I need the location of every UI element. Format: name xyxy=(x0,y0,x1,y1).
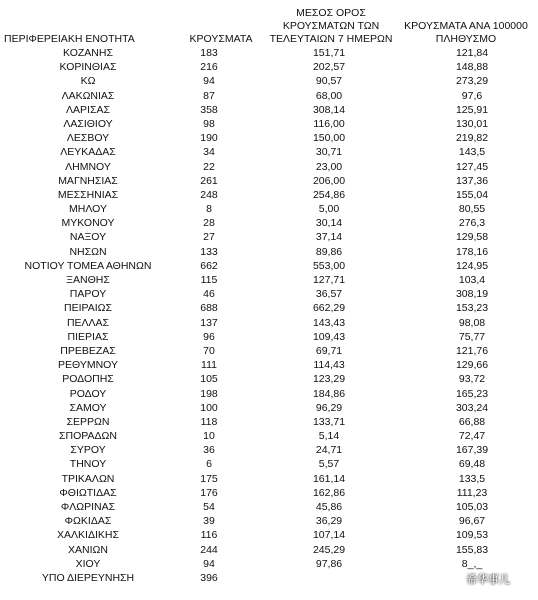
table-row xyxy=(0,245,538,259)
avg7-cell: 45,86 xyxy=(315,501,343,513)
region-cell: ΚΩ xyxy=(80,75,96,88)
avg7-cell: 5,57 xyxy=(318,458,340,471)
avg7-cell: 107,14 xyxy=(312,529,346,542)
table-row xyxy=(0,174,538,188)
table-row xyxy=(0,528,538,542)
region-cell: ΛΕΣΒΟΥ xyxy=(66,132,110,145)
avg7-cell: 127,71 xyxy=(312,274,346,286)
avg7-cell: 36,57 xyxy=(315,288,343,301)
table-row xyxy=(0,316,538,330)
table-row xyxy=(0,472,538,486)
header-avg7-line2: ΚΡΟΥΣΜΑΤΩΝ ΤΩΝ xyxy=(282,20,380,32)
per100k-cell: 93,72 xyxy=(458,373,486,386)
cases-cell: 190 xyxy=(200,132,218,145)
cases-cell: 244 xyxy=(200,543,218,556)
per100k-cell: 98,08 xyxy=(458,316,486,329)
per100k-cell: 72,47 xyxy=(458,430,486,443)
region-cell: ΜΗΛΟΥ xyxy=(69,203,107,216)
watermark-text: 希华事儿 xyxy=(466,574,510,586)
table-row xyxy=(0,330,538,344)
cases-cell: 27 xyxy=(203,231,215,244)
table-row xyxy=(0,301,538,315)
region-cell: ΠΕΙΡΑΙΩΣ xyxy=(64,302,112,315)
region-cell: ΣΥΡΟΥ xyxy=(70,444,106,457)
per100k-cell: 219,82 xyxy=(455,132,489,145)
table-row xyxy=(0,457,538,471)
cases-cell: 396 xyxy=(200,571,218,584)
region-cell: ΠΕΛΛΑΣ xyxy=(66,316,110,329)
per100k-cell: 137,36 xyxy=(455,174,489,187)
table-row xyxy=(0,188,538,202)
per100k-cell: 69,48 xyxy=(458,458,486,471)
header-per100k xyxy=(396,20,536,46)
avg7-cell: 30,71 xyxy=(315,146,343,159)
cases-cell: 133 xyxy=(200,245,218,258)
per100k-cell: 165,23 xyxy=(455,387,489,400)
per100k-cell: 121,84 xyxy=(455,47,489,59)
table-body xyxy=(0,46,538,585)
per100k-cell: 96,67 xyxy=(458,515,486,528)
region-cell: ΜΑΓΝΗΣΙΑΣ xyxy=(58,174,118,187)
wechat-icon xyxy=(447,571,463,587)
table-row xyxy=(0,202,538,216)
cases-cell: 96 xyxy=(203,330,215,343)
per100k-cell: 178,16 xyxy=(455,245,489,258)
region-cell: ΣΠΟΡΑΔΩΝ xyxy=(59,430,117,443)
table-row xyxy=(0,358,538,372)
avg7-cell: 245,29 xyxy=(312,543,346,556)
table-row xyxy=(0,216,538,230)
region-cell: ΦΛΩΡΙΝΑΣ xyxy=(60,501,116,513)
table-row xyxy=(0,60,538,74)
watermark xyxy=(447,568,537,590)
table-row xyxy=(0,514,538,528)
table-row xyxy=(0,500,538,514)
avg7-cell: 161,14 xyxy=(312,472,346,485)
cases-cell: 198 xyxy=(200,387,218,400)
cases-cell: 100 xyxy=(200,401,218,414)
per100k-cell: 273,29 xyxy=(455,75,489,88)
cases-cell: 87 xyxy=(203,89,215,102)
table-row xyxy=(0,415,538,429)
per100k-cell: 129,66 xyxy=(455,359,489,372)
cases-cell: 175 xyxy=(200,472,218,485)
avg7-cell: 206,00 xyxy=(312,174,346,187)
table-row xyxy=(0,145,538,159)
per100k-cell: 97,6 xyxy=(461,89,483,102)
cases-cell: 46 xyxy=(203,288,215,301)
table-row xyxy=(0,131,538,145)
avg7-cell: 553,00 xyxy=(312,259,346,272)
region-cell: ΥΠΟ ΔΙΕΡΕΥΝΗΣΗ xyxy=(41,571,135,584)
per100k-cell: 308,19 xyxy=(455,288,489,301)
header-cases: ΚΡΟΥΣΜΑΤΑ xyxy=(189,33,253,45)
region-cell: ΛΗΜΝΟΥ xyxy=(65,160,111,173)
table-row xyxy=(0,230,538,244)
header-avg7-line3: ΤΕΛΕΥΤΑΙΩΝ 7 ΗΜΕΡΩΝ xyxy=(269,33,393,45)
avg7-cell: 133,71 xyxy=(312,415,346,428)
table-header xyxy=(0,0,538,46)
cases-cell: 111 xyxy=(201,359,217,372)
avg7-cell: 114,43 xyxy=(313,359,345,372)
per100k-cell: 127,45 xyxy=(455,160,489,173)
cases-cell: 8 xyxy=(206,203,212,216)
per100k-cell: 143,5 xyxy=(458,146,486,159)
avg7-cell: 24,71 xyxy=(315,444,343,457)
cases-cell: 116 xyxy=(200,529,218,542)
per100k-cell: 133,5 xyxy=(458,472,486,485)
region-cell: ΧΙΟΥ xyxy=(75,557,101,570)
per100k-cell: 109,53 xyxy=(455,529,489,542)
per100k-cell: 155,83 xyxy=(455,543,489,556)
per100k-cell: 153,23 xyxy=(455,302,489,315)
cases-cell: 70 xyxy=(203,344,215,357)
avg7-cell: 37,14 xyxy=(315,231,343,244)
table-row xyxy=(0,372,538,386)
region-cell: ΡΕΘΥΜΝΟΥ xyxy=(57,359,118,372)
table-row xyxy=(0,46,538,60)
avg7-cell: 254,86 xyxy=(312,188,346,201)
avg7-cell: 308,14 xyxy=(312,103,346,116)
header-avg7 xyxy=(266,7,396,46)
region-cell: ΡΟΔΟΥ xyxy=(69,387,107,400)
region-cell: ΝΑΞΟΥ xyxy=(69,231,107,244)
per100k-cell: 80,55 xyxy=(458,203,486,216)
cases-cell: 98 xyxy=(203,117,215,130)
region-cell: ΜΕΣΣΗΝΙΑΣ xyxy=(57,188,119,201)
table-row xyxy=(0,74,538,88)
region-cell: ΝΟΤΙΟΥ ΤΟΜΕΑ ΑΘΗΝΩΝ xyxy=(24,259,152,272)
avg7-cell: 162,86 xyxy=(312,486,346,499)
cases-cell: 94 xyxy=(203,75,215,88)
header-per100k-line1: ΚΡΟΥΣΜΑΤΑ ΑΝΑ 100000 xyxy=(404,20,528,32)
header-per100k-line2: ΠΛΗΘΥΣΜΟ xyxy=(435,33,497,45)
avg7-cell: 89,86 xyxy=(315,245,343,258)
per100k-cell: 148,88 xyxy=(455,61,489,74)
table-row xyxy=(0,429,538,443)
avg7-cell: 97,86 xyxy=(315,557,343,570)
per100k-cell: 75,77 xyxy=(458,330,486,343)
cases-cell: 137 xyxy=(200,316,218,329)
region-cell: ΝΗΣΩΝ xyxy=(69,245,107,258)
region-cell: ΛΕΥΚΑΔΑΣ xyxy=(60,146,116,159)
region-cell: ΠΡΕΒΕΖΑΣ xyxy=(60,344,116,357)
table-row xyxy=(0,103,538,117)
cases-cell: 94 xyxy=(203,557,215,570)
avg7-cell: 662,29 xyxy=(312,302,346,315)
avg7-cell: 96,29 xyxy=(315,401,343,414)
per100k-cell: 124,95 xyxy=(455,259,489,272)
table-row xyxy=(0,273,538,287)
region-cell: ΤΗΝΟΥ xyxy=(69,458,107,471)
table-row xyxy=(0,543,538,557)
table-row xyxy=(0,160,538,174)
cases-cell: 118 xyxy=(200,415,218,428)
cases-cell: 54 xyxy=(203,501,215,513)
avg7-cell: 69,71 xyxy=(315,344,343,357)
region-cell: ΚΟΡΙΝΘΙΑΣ xyxy=(59,61,117,74)
cases-cell: 183 xyxy=(200,47,218,59)
cases-cell: 39 xyxy=(203,515,215,528)
avg7-cell: 5,14 xyxy=(318,430,340,443)
avg7-cell: 5,00 xyxy=(318,203,340,216)
table-row xyxy=(0,344,538,358)
per100k-cell: 66,88 xyxy=(458,415,486,428)
per100k-cell: 103,4 xyxy=(458,274,486,286)
region-cell: ΣΕΡΡΩΝ xyxy=(66,415,110,428)
header-avg7-line1: ΜΕΣΟΣ ΟΡΟΣ xyxy=(296,7,366,19)
region-cell: ΛΑΣΙΘΙΟΥ xyxy=(63,117,113,130)
cases-cell: 6 xyxy=(206,458,212,471)
cases-cell: 261 xyxy=(200,174,218,187)
per100k-cell: 130,01 xyxy=(455,117,489,130)
avg7-cell: 90,57 xyxy=(315,75,343,88)
table-row xyxy=(0,259,538,273)
cases-cell: 28 xyxy=(203,217,215,230)
avg7-cell: 184,86 xyxy=(312,387,346,400)
cases-cell: 216 xyxy=(200,61,218,74)
per100k-cell: 125,91 xyxy=(455,103,489,116)
table-row xyxy=(0,89,538,103)
avg7-cell: 23,00 xyxy=(315,160,343,173)
cases-cell: 688 xyxy=(200,302,218,315)
header-region: ΠΕΡΙΦΕΡΕΙΑΚΗ ΕΝΟΤΗΤΑ xyxy=(4,33,135,45)
region-cell: ΣΑΜΟΥ xyxy=(69,401,107,414)
avg7-cell: 151,71 xyxy=(312,47,346,59)
region-cell: ΤΡΙΚΑΛΩΝ xyxy=(61,472,115,485)
per100k-cell: 111,23 xyxy=(456,486,488,499)
region-cell: ΦΩΚΙΔΑΣ xyxy=(64,515,112,528)
avg7-cell: 109,43 xyxy=(312,330,346,343)
per100k-cell: 105,03 xyxy=(455,501,489,513)
table-row xyxy=(0,443,538,457)
avg7-cell: 123,29 xyxy=(312,373,346,386)
avg7-cell: 202,57 xyxy=(312,61,346,74)
per100k-cell: 155,04 xyxy=(455,188,489,201)
table-row xyxy=(0,486,538,500)
per100k-cell: 276,3 xyxy=(458,217,486,230)
cases-cell: 358 xyxy=(200,103,218,116)
cases-cell: 248 xyxy=(200,188,218,201)
cases-cell: 176 xyxy=(200,486,218,499)
table-row xyxy=(0,401,538,415)
per100k-cell: 167,39 xyxy=(455,444,489,457)
cases-cell: 22 xyxy=(203,160,215,173)
region-cell: ΚΟΖΑΝΗΣ xyxy=(63,47,113,59)
region-cell: ΛΑΚΩΝΙΑΣ xyxy=(61,89,115,102)
region-cell: ΧΑΛΚΙΔΙΚΗΣ xyxy=(57,529,119,542)
region-cell: ΠΑΡΟΥ xyxy=(69,288,107,301)
table-row xyxy=(0,387,538,401)
region-cell: ΧΑΝΙΩΝ xyxy=(68,543,108,556)
per100k-cell: 303,24 xyxy=(455,401,489,414)
region-cell: ΛΑΡΙΣΑΣ xyxy=(66,103,110,116)
region-cell: ΠΙΕΡΙΑΣ xyxy=(67,330,109,343)
avg7-cell: 36,29 xyxy=(315,515,343,528)
per100k-cell: 129,58 xyxy=(455,231,489,244)
avg7-cell: 116,00 xyxy=(313,117,345,130)
cases-cell: 34 xyxy=(203,146,215,159)
avg7-cell: 143,43 xyxy=(312,316,346,329)
cases-cell: 105 xyxy=(200,373,218,386)
per100k-cell: 121,76 xyxy=(455,344,489,357)
per100k-cell: 8_,_ xyxy=(461,557,483,570)
cases-cell: 115 xyxy=(200,274,218,286)
avg7-cell: 150,00 xyxy=(312,132,346,145)
region-cell: ΜΥΚΟΝΟΥ xyxy=(61,217,115,230)
region-cell: ΦΘΙΩΤΙΔΑΣ xyxy=(59,486,117,499)
cases-cell: 10 xyxy=(203,430,215,443)
region-cell: ΡΟΔΟΠΗΣ xyxy=(62,373,114,386)
region-cell: ΞΑΝΘΗΣ xyxy=(66,274,110,286)
table-row xyxy=(0,287,538,301)
cases-cell: 662 xyxy=(200,259,218,272)
table-row xyxy=(0,117,538,131)
cases-cell: 36 xyxy=(203,444,215,457)
avg7-cell: 30,14 xyxy=(315,217,343,230)
avg7-cell: 68,00 xyxy=(315,89,343,102)
